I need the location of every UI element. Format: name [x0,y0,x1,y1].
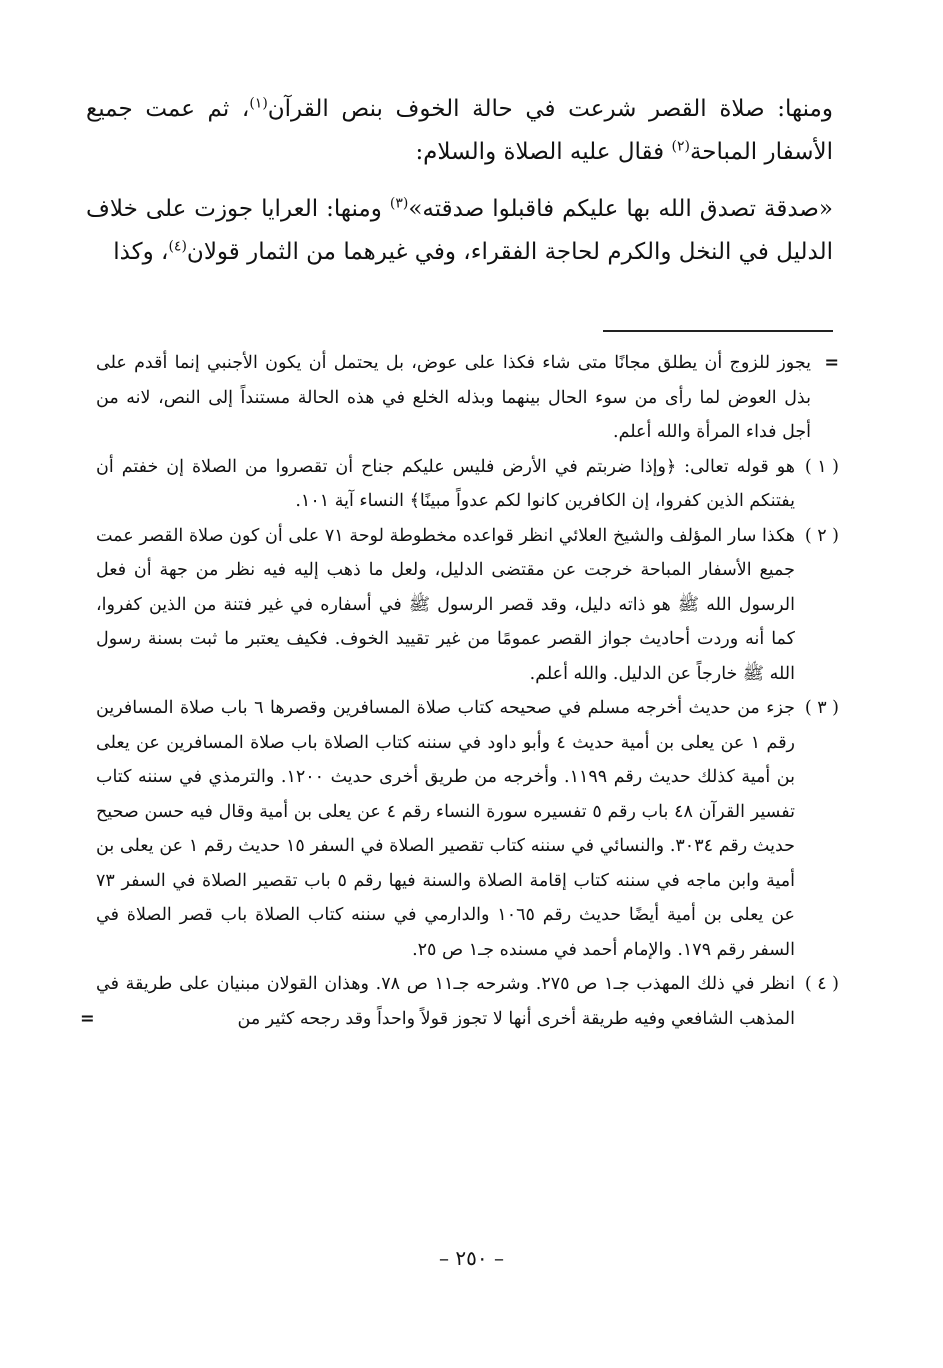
footnote-number-4: ( ٤ ) [804,974,839,994]
paragraph-2-part-2: ومنها: العرايا جوزت على خلاف الدليل في النخل والكرم لحاجة الفقراء، وفي غيرهما من الثمار قولان [86,196,833,265]
continued-marker: = [824,353,839,373]
paragraph-2-part-3: ، وكذا [113,239,169,265]
footnote-ref-2[interactable]: (٢) [671,138,690,155]
footnote-text-3: جزء من حديث أخرجه مسلم في صحيحه كتاب صلاة المسافرين وقصرها ٦ باب صلاة المسافرين رقم ١ عن يعلى بن أمية حديث ٤ وأبو داود في سننه كتاب الصلاة باب صلاة المسافرين عن يعلى بن أمية كذلك حديث رقم ١١٩٩. وأخرجه من طريق أخرى حديث ١٢٠٠. والترمذي في سننه كتاب تفسير القرآن ٤٨ باب رقم ٥ تفسيره سورة النساء رقم ٤ عن يعلى بن أمية وقال فيه حسن صحيح حديث رقم ٣٠٣٤. والنسائي في سننه كتاب تقصير الصلاة في السفر ١٥ حديث رقم ١ عن يعلى بن أمية وابن ماجه في سننه كتاب إقامة الصلاة والسنة فيها رقم ٥ باب تقصير الصلاة في السفر ٧٣ عن يعلى بن أمية أيضًا حديث رقم ١٠٦٥ والدارمي في سننه كتاب الصلاة باب قصر الصلاة في السفر رقم ١٧٩. والإمام أحمد في مسنده جـ١ ص ٢٥. [96,698,796,960]
paragraph-1-part-2: ، ثم عمت جميع الأسفار المباحة [86,96,833,165]
footnote-3 [96,691,839,967]
footnote-ref-1[interactable]: (١) [249,95,268,112]
footnote-text-2: هكذا سار المؤلف والشيخ العلائي انظر قواعده مخطوطة لوحة ٧١ على أن كون صلاة القصر عمت جميع الأسفار المباحة خرجت عن مقتضى الدليل، ولعل ما ذهب إليه فيه نظر من جهة أن فعل الرسول الله ﷺ هو ذاته دليل، وقد قصر الرسول ﷺ في أسفاره في غير فتنة من الذين كفروا، كما أنه وردت أحاديث جواز القصر عمومًا من غير تقييد الخوف. فكيف يعتبر ما ثبت بسنة رسول الله ﷺ خارجاً عن الدليل. والله أعلم. [96,525,795,684]
footnote-continued-text: يجوز للزوج أن يطلق مجانًا متى شاء فكذا على عوض، بل يحتمل أن يكون الأجنبي إنما أقدم على بذل العوض لما رأى من سوء الحال بينهما وبذله الخلع في هذه الحالة مستنداً إلى النص، لانه من أجل فداء المرأة والله أعلم. [96,353,811,442]
page-number: – ٢٥٠ – [439,1246,504,1270]
footnote-continued [96,346,839,450]
footnote-2 [96,519,839,692]
footnote-number-2: ( ٢ ) [804,525,839,546]
footnote-number-3: ( ٣ ) [804,698,839,718]
footnote-ref-3[interactable]: (٣) [389,195,409,212]
paragraph-1 [86,88,833,174]
paragraph-2 [86,188,833,274]
paragraph-2-part-1: «صدقة تصدق الله بها عليكم فاقبلوا صدقته» [408,196,833,222]
footnote-text-1: هو قوله تعالى: ﴿وإذا ضربتم في الأرض فليس عليكم جناح أن تقصروا من الصلاة إن خفتم أن يفتنكم الذين كفروا، إن الكافرين كانوا لكم عدواً مبينًا﴾ النساء آية ١٠١. [96,456,795,511]
footnote-1 [96,450,839,519]
footnotes-section [80,346,839,1036]
continues-marker: = [80,1008,95,1029]
paragraph-1-part-1: ومنها: صلاة القصر شرعت في حالة الخوف بنص القرآن [267,96,833,122]
paragraph-1-part-3: فقال عليه الصلاة والسلام: [415,139,672,165]
footnote-divider [603,330,833,332]
footnote-text-4: انظر في ذلك المهذب جـ١ ص ٢٧٥. وشرحه جـ١١ ص ٧٨. وهذان القولان مبنيان على طريقة في المذهب الشافعي وفيه طريقة أخرى أنها لا تجوز قولاً واحداً وقد رجحه كثير من [96,974,795,1029]
main-text [86,88,833,274]
footnote-4 [80,967,839,1036]
footnote-number-1: ( ١ ) [804,456,839,477]
footnote-ref-4[interactable]: (٤) [168,238,187,255]
